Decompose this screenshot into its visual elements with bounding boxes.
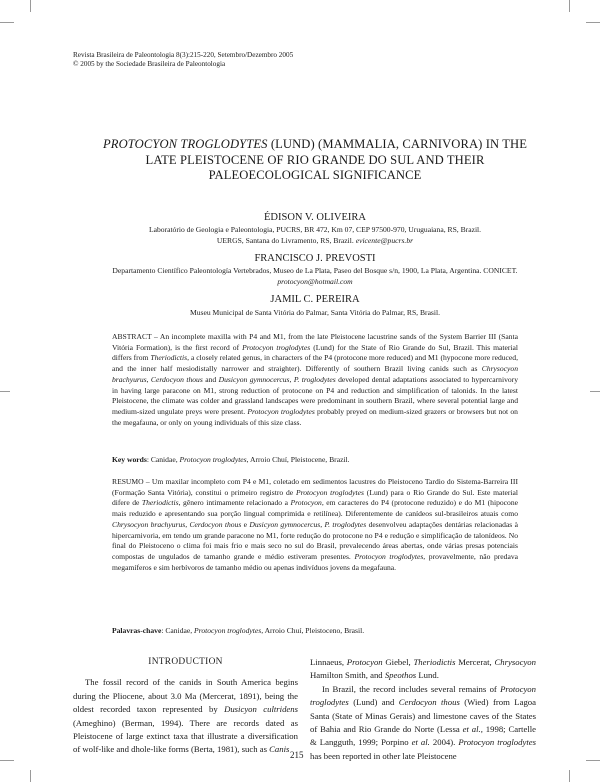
right-taxon: Protocyon: [346, 657, 383, 667]
intro-taxon: Dusicyon cultridens: [224, 704, 298, 715]
abstract-text: – An incomplete maxilla with P4 and M1, from the late Pleistocene lacustrine sands of the System Barrier III (Santa Vitória Formation), is the first record of: [112, 332, 518, 352]
resumo-text: ,: [320, 519, 325, 529]
right-text: has been reported in other late Pleistocene: [310, 750, 457, 761]
left-column: [73, 656, 298, 757]
abstract: [112, 332, 518, 428]
right-taxon: Protocyon troglodytes: [458, 737, 536, 748]
author-1-affil-line-2-text: UERGS, Santana do Livramento, RS, Brazil.: [216, 235, 354, 245]
keywords-text: : Canidae,: [146, 455, 180, 464]
resumo-text: e: [241, 519, 250, 529]
journal-citation: Revista Brasileira de Paleontologia 8(3):215-220, Setembro/Dezembro 2005: [73, 51, 294, 59]
intro-taxon: Canis: [269, 744, 290, 755]
resumo: [112, 477, 518, 573]
intro-text: The fossil record of the canids in South America begins during the Pliocene, about 3.0 Ma (Mercerat, 1891), being the oldest recorded taxon represented by: [73, 677, 298, 715]
author-3-name: JAMIL C. PEREIRA: [270, 294, 360, 305]
title-line-1: [100, 137, 530, 153]
right-text: In Brazil, the record includes several remains of: [322, 683, 501, 694]
resumo-taxon: Cerdocyon thous: [189, 519, 242, 529]
resumo-text: desenvolveu adaptações dentárias relacionadas à hipercarnivoria, em tendo um grande paracone no M1, forte redução do protocone no P4 e redução e simplificação de talonídeos. No final do Pleistoceno o clima foi mais frio e mais seco no sul do Brasil, prevalecendo áreas abertas, onde várias presas potenciais compostas de ungulados de tamanho grande e médio estiveram presentes.: [112, 519, 518, 561]
crop-mark-bottom-right-v: [569, 770, 570, 782]
right-text: Mercerat,: [455, 657, 495, 667]
right-taxon: Chrysocyon: [494, 657, 536, 667]
title-line-1-rest: (LUND) (MAMMALIA, CARNIVORA) IN THE: [267, 137, 527, 151]
resumo-text: – Um maxilar incompleto com P4 e M1, coletado em sedimentos lacustres do Pleistoceno Tardio do Sistema-Barreira III (Formação Santa Vitória), constitui o primeiro registro de: [112, 477, 518, 497]
crop-mark-top-right-v: [569, 0, 570, 12]
abstract-taxon: Theriodictis: [150, 353, 188, 363]
author-1-affil-line-1: Laboratório de Geologia e Paleontologia, PUCRS, BR 472, Km 07, CEP 97500-970, Uruguaiana, RS, Brazil.: [148, 225, 482, 234]
author-2-affil-line-2: [73, 277, 557, 288]
author-2-name: FRANCISCO J. PREVOSTI: [254, 253, 376, 264]
title-line-2: LATE PLEISTOCENE OF RIO GRANDE DO SUL AND THEIR: [145, 152, 485, 167]
right-text: , 1998; Cartelle & Langguth, 1999; Porpino: [310, 724, 536, 748]
author-2-affil-line-1: Departamento Científico Paleontología Vertebrados, Museo de La Plata, Paseo del Bosque s/n, 1900, La Plata, Argentina. CONICET.: [112, 266, 518, 275]
title-line-3: PALEOECOLOGICAL SIGNIFICANCE: [208, 168, 422, 182]
right-text: (Lund) and: [348, 697, 399, 708]
right-taxon: Speothos: [384, 670, 417, 681]
palavras-label: Palavras-chave: [112, 626, 162, 635]
crop-mark-mid-right: [590, 391, 600, 392]
crop-mark-bottom-right-h: [586, 760, 600, 761]
right-etal: et al.: [462, 724, 481, 735]
journal-header: [73, 51, 293, 69]
abstract-text: probably preyed on medium-sized grazers or browsers but not on the megafauna, or only on young individuals of this size class.: [112, 406, 518, 427]
keywords-text: , Arroio Chuí, Pleistocene, Brazil.: [246, 455, 350, 464]
intro-paragraph-1: [73, 676, 298, 756]
resumo-taxon: P. troglodytes: [324, 519, 367, 529]
resumo-taxon: Protocyon: [290, 498, 322, 508]
abstract-text: ,: [146, 374, 151, 384]
author-2-email[interactable]: protocyon@hotmail.com: [277, 276, 353, 286]
right-taxon: Protocyon troglodytes: [310, 683, 536, 708]
author-3-affil-line-1: Museu Municipal de Santa Vitória do Palmar, Santa Vitória do Palmar, RS, Brasil.: [189, 308, 441, 317]
page-number: 215: [290, 750, 304, 760]
keywords: [112, 455, 518, 466]
resumo-text: , em caracteres do P4 (protocone reduzido) e do M1 (hipocone mais reduzido e apresentando sua porção lingual comprimida e retilínea). Diferentemente de canídeos sul-brasileiros atuais como: [112, 498, 518, 519]
right-text: Giebel,: [382, 657, 414, 667]
palavras-taxon: Protocyon troglodytes: [194, 626, 262, 635]
resumo-text: , provavelmente, não predava megamíferos e sim herbívoros de tamanho médio ou apenas indivíduos jovens da megafauna.: [112, 551, 518, 572]
journal-copyright: © 2005 by the Sociedade Brasileira de Paleontologia: [73, 60, 226, 68]
crop-mark-bottom-left-h: [0, 760, 14, 761]
author-1-affil-line-2: [73, 236, 557, 247]
keywords-label: Key words: [112, 455, 147, 464]
abstract-text: (Lund) for the State of Rio Grande do Sul, Brazil. This material differs from: [112, 342, 518, 363]
resumo-taxon: Protocyon troglodytes: [295, 487, 364, 497]
resumo-taxon: Dusicyon gymnocercus: [249, 519, 321, 529]
resumo-taxon: Theriodictis: [141, 498, 179, 508]
resumo-taxon: Chrysocyon brachyurus: [112, 519, 186, 529]
right-text: Lund.: [416, 670, 439, 681]
right-column: [310, 656, 536, 763]
abstract-taxon: P. troglodytes: [293, 374, 336, 384]
resumo-text: (Lund) para o Rio Grande do Sul. Este material difere de: [112, 487, 519, 508]
right-text: (Wied) from Lagoa Santa (State of Minas Gerais) and limestone caves of the States of Bahia and Rio Grande do Norte (Lessa: [310, 697, 536, 735]
intro-text: (Ameghino) (Berman, 1994). There are records dated as Pleistocene of large extinct taxa that illustrate a diversification of wolf-like and dhole-like forms (Berta, 1981), such as: [73, 717, 298, 755]
author-1-name: ÉDISON V. OLIVEIRA: [264, 212, 366, 223]
abstract-taxon: Protocyon troglodytes: [247, 406, 315, 416]
author-1-email[interactable]: evicente@pucrs.br: [355, 235, 414, 245]
right-taxon: Theriodictis: [413, 657, 456, 667]
right-taxon: Cerdocyon thous: [398, 697, 460, 708]
crop-mark-mid-left: [0, 391, 10, 392]
abstract-taxon: Protocyon troglodytes: [242, 342, 311, 352]
right-etal: et al.: [411, 737, 430, 748]
abstract-taxon: Chrysocyon brachyurus: [112, 364, 518, 384]
right-text: Hamilton Smith, and: [310, 670, 385, 681]
resumo-text: , gênero intimamente relacionado a: [178, 498, 291, 508]
abstract-taxon: Cerdocyon thous: [150, 374, 203, 384]
abstract-taxon: Dusicyon gymnocercus: [218, 374, 290, 384]
abstract-text: ,: [289, 374, 294, 384]
title-genus: PROTOCYON TROGLODYTES: [103, 137, 268, 151]
resumo-text: ,: [185, 519, 190, 529]
section-heading-introduction: INTRODUCTION: [148, 657, 223, 667]
author-1-affiliation: [73, 225, 557, 247]
crop-mark-bottom-left-v: [30, 770, 31, 782]
right-paragraph-2: [310, 683, 536, 763]
right-paragraph-continued: [310, 656, 536, 683]
keywords-taxon: Protocyon troglodytes: [179, 455, 247, 464]
abstract-text: , a closely related genus, in characters of the P4 (protocone more reduced) and M1 (hypocone more reduced, and the inner half mesiodistally narrower and straighter). Differently of southern Brazil living canids such as: [112, 353, 518, 374]
crop-mark-top-left-v: [30, 0, 31, 12]
author-2-affiliation: [73, 266, 557, 288]
abstract-text: and: [202, 374, 219, 384]
palavras-text: , Arroio Chuí, Pleistoceno, Brasil.: [261, 626, 365, 635]
crop-mark-top-right-h: [586, 22, 600, 23]
palavras-text: : Canidae,: [161, 626, 195, 635]
author-3-affiliation: [73, 308, 557, 319]
resumo-label: RESUMO: [112, 477, 144, 486]
crop-mark-top-left-h: [0, 22, 14, 23]
paper-title: [100, 137, 530, 184]
resumo-taxon: Protocyon troglodytes: [354, 551, 424, 561]
abstract-label: ABSTRACT: [112, 332, 152, 341]
palavras-chave: [112, 626, 518, 637]
right-text: Linnaeus,: [310, 657, 347, 667]
abstract-text: developed dental adaptations associated to hypercarnivory in having large paracone on M1, strong reduction of protocone on P4 and reduction and simplification of talonids. In the latest Pleistocene, the climate was colder and grassland landscapes were predominant in southern Brazil, where several potential large and medium-sized ungulate preys were present.: [112, 374, 518, 416]
right-text: 2004).: [429, 737, 459, 748]
